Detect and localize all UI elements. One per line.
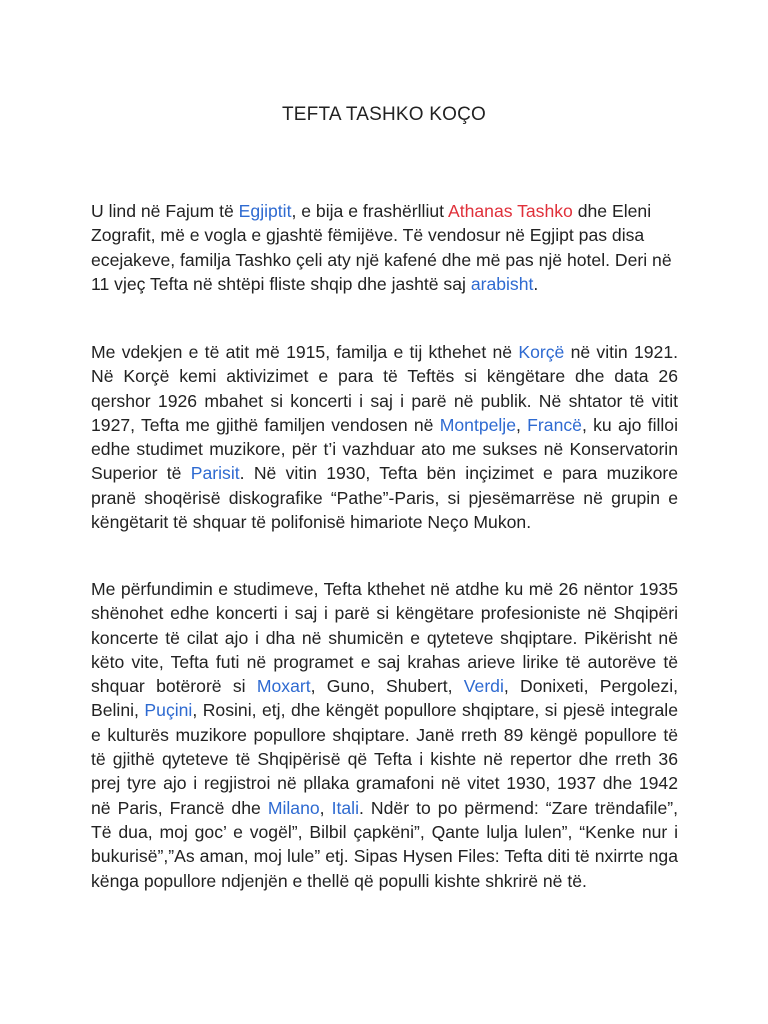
text-run: U lind në Fajum të <box>91 201 239 221</box>
paragraph-text <box>91 577 678 893</box>
page-title: TEFTA TASHKO KOÇO <box>282 104 486 125</box>
wiki-link[interactable]: Puçini <box>144 700 193 721</box>
paragraph-3 <box>91 577 678 893</box>
paragraph-1 <box>91 199 678 296</box>
wiki-link[interactable]: Milano <box>267 797 320 818</box>
missing-wiki-link[interactable]: Athanas Tashko <box>447 201 573 221</box>
paragraph-text <box>91 199 678 296</box>
text-run: , <box>516 414 528 435</box>
text-run: , Guno, Shubert, <box>310 676 464 697</box>
text-run: . Në vitin 1930, Tefta bën inçizimet e para muzikore pranë shoqërisë diskografike “Pathe”-Paris, si pjesëmarrëse në grupin e këngëtarit të shquar të polifonisë himariote Neço Mukon. <box>91 463 678 533</box>
paragraph-text <box>91 340 678 534</box>
wiki-link[interactable]: Moxart <box>256 676 311 697</box>
wiki-link[interactable]: Itali <box>331 797 359 818</box>
text-run: . <box>533 273 539 294</box>
text-run: Me vdekjen e të atit më 1915, familja e tij kthehet në <box>91 342 519 362</box>
text-run: , Rosini, etj, dhe këngët popullore shqiptare, si pjesë integrale e kulturës muzikore popullore shqiptare. Janë rreth 89 këngë popullore të të gjithë qyteteve të Shqipërisë që Tefta i kishte në repertor dhe rreth 36 prej tyre ajo i regjistroi në pllaka gramafoni në vitet 1930, 1937 dhe 1942 në Paris, Francë dhe <box>91 700 678 818</box>
text-run: Me përfundimin e studimeve, Tefta kthehet në atdhe ku më 26 nëntor 1935 shënohet edhe koncerti i saj i parë si këngëtare profesioniste në Shqipëri koncerte të cilat ajo i dha në shumicën e qyteteve shqiptare. Pikërisht në këto vite, Tefta futi në programet e saj krahas arieve lirike të autorëve të shquar botërorë si <box>91 579 678 697</box>
text-run: , <box>319 797 332 818</box>
wiki-link[interactable]: Francë <box>527 414 582 435</box>
text-run: . Ndër to po përmend: “Zare trëndafile”, Të dua, moj goc’ e vogël”, Bilbil çapkëni”, Qante lulja lulen”, “Kenke nur i bukurisë”,”As aman, moj lule” etj. Sipas Hysen Files: Tefta diti të nxirrte nga kënga popullore ndjenjën e thellë që populli kishte shkrirë në të. <box>91 797 678 891</box>
text-run: dhe Eleni Zografit, më e vogla e gjashtë fëmijëve. Të vendosur në Egjipt pas disa ecejakeve, familja Tashko çeli aty një kafené dhe më pas një hotel. Deri në 11 vjeç Tefta në shtëpi fliste shqip dhe jashtë saj <box>91 201 672 294</box>
wiki-link[interactable]: arabisht <box>470 273 534 294</box>
wiki-link[interactable]: Verdi <box>463 676 504 697</box>
wiki-link[interactable]: Parisit <box>190 463 240 484</box>
text-run: , ku ajo filloi edhe studimet muzikore, për t’i vazhduar ato me sukses në Konservatorin Superior të <box>91 414 678 484</box>
wiki-link[interactable]: Egjiptit <box>238 201 292 221</box>
text-run: në vitin 1921. Në Korçë kemi aktivizimet e para të Teftës si këngëtare dhe data 26 qershor 1926 mbahet si koncerti i saj i parë në publik. Në shtator të vitit 1927, Tefta me gjithë familjen vendosen në <box>91 342 678 435</box>
text-run: , e bija e frashërlliut <box>291 201 448 221</box>
text-run: , Donixeti, Pergolezi, Belini, <box>91 676 678 721</box>
wiki-link[interactable]: Korçë <box>518 342 565 362</box>
paragraph-2 <box>91 340 678 534</box>
wiki-link[interactable]: Montpelje <box>439 414 517 435</box>
